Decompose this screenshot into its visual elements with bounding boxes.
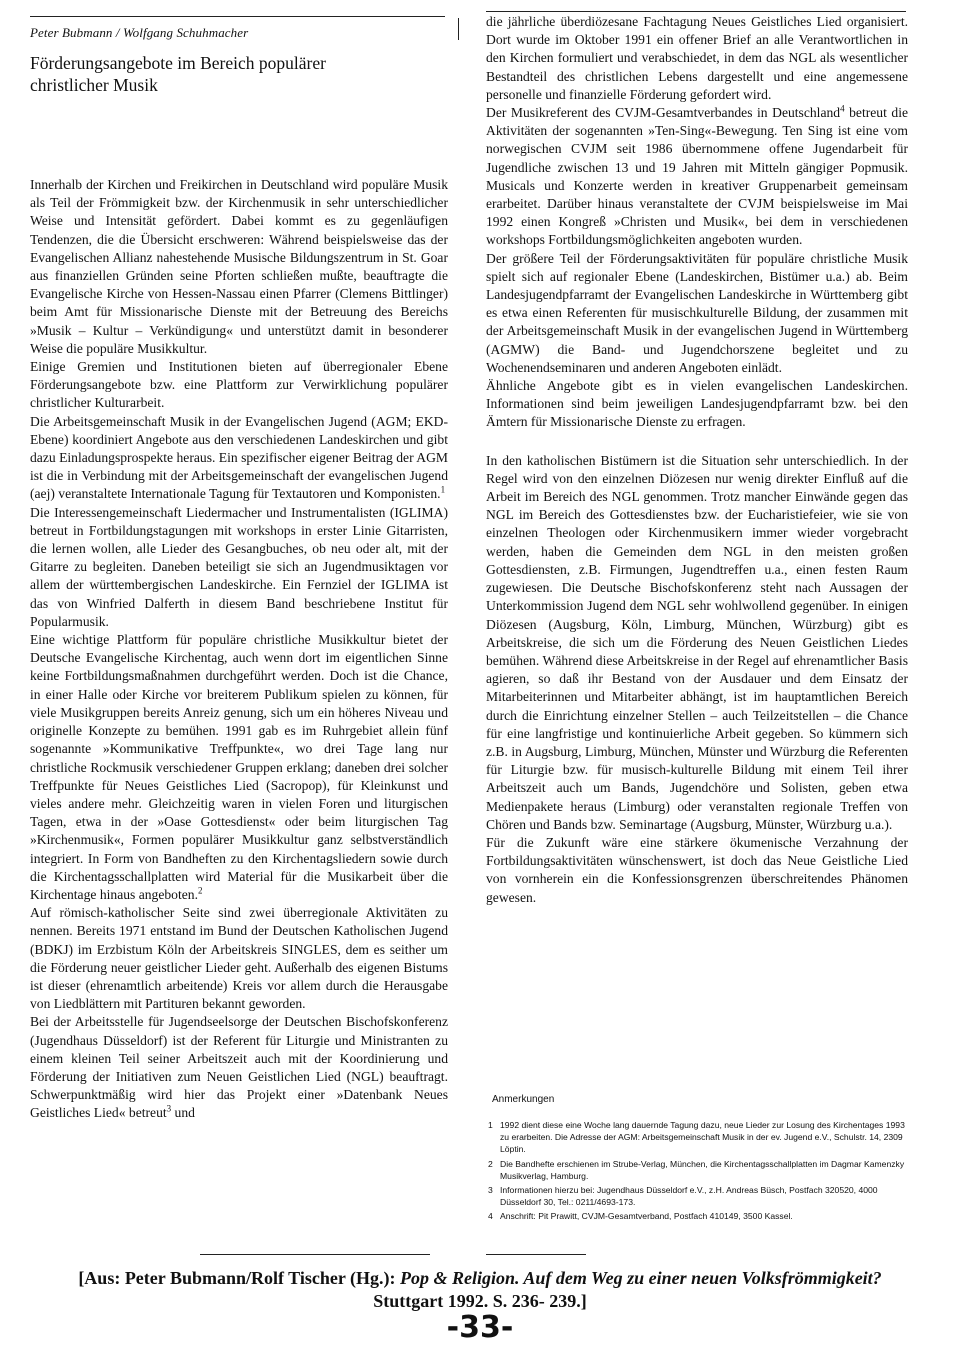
paragraph: Eine wichtige Plattform für populäre christliche Musikkultur bietet der Deutsche Evangelische Kirchentag, auch wenn dort im eigentlichen Sinne keine Fortbildungsmaßnahmen durchgeführt werden. Doch ist die Chance, in einer Halle oder Kirche vor breiterem Publikum spielen zu können, für viele Musikgruppen bereits Anreiz genung, sich um ein höheres Niveau und originelle Konzepte zu bemühen. 1991 gab es im Ruhrgebiet allein fünf sogenannte »Kommunikative Treffpunkte«, wo drei Tage lang nur christliche Rockmusik verschiedener Gruppen erklang; daneben drei solcher Treffpunkte für Neues Geistliches Lied (Sacropop), für Kleinkunst und vieles andere mehr. Gleichzeitig waren in vielen Foren und liturgischen Tagen, etwa in der »Oase Gottesdienst« oder beim liturgischen Tag »Kirchenmusik«, Formen populärer Musikkultur ganz selbstverständlich integriert. In Form von Bandheften zu den Kirchentagsliedern sowie durch die Kirchentagsschallplatten wird Material für die Musikarbeit über die Kirchentage hinaus angeboten.$^2$ bbox=[30, 632, 448, 902]
footnote-ref: 2 bbox=[197, 885, 203, 896]
paragraph: Innerhalb der Kirchen und Freikirchen in Deutschland wird populäre Musik als Teil der Frömmigkeit bzw. der Kirchenmusik in sehr unterschiedlicher Weise und Intensität gefördert. Dabei kommt es zu gegenläufigen Tendenzen, die die Übersicht erschweren: Während beispielsweise das der Evangelischen Allianz nahestehende Musische Bildungszentrum in St. Goar aus finanziellen Gründen seine Pforten schließen mußte, beauftragte die Evangelische Kirche von Hessen-Nassau einen Pfarrer (Clemens Bittlinger) beim Amt für Missionarische Dienste mit der Betreuung des Bereichs »Musik – Kultur – Verkündigung« und unterstützt damit in besonderer Weise die populäre Musikkultur. bbox=[30, 177, 448, 356]
article-title-line-1: Förderungsangebote im Bereich populärer bbox=[30, 53, 326, 73]
article-title bbox=[30, 52, 450, 96]
bottom-rule-left bbox=[200, 1254, 430, 1255]
paragraph: Auf römisch-katholischer Seite sind zwei überregionale Aktivitäten zu nennen. Bereits 1971 entstand im Bund der Deutschen Katholischen Jugend (BDKJ) im Erzbistum Köln der Arbeitskreis SINGLES, dem es seither um die Förderung neuer geistlicher Lieder geht. Außerhalb des eigenen Bistums ist dieser (ehrenamtlich arbeitende) Kreis vor allem durch die Herausgabe von Liedblättern mit Partituren bekannt geworden. bbox=[30, 905, 448, 1012]
paragraph: In den katholischen Bistümern ist die Situation sehr unterschiedlich. In der Regel wird von den einzelnen Diözesen nur wenig direkter Einfluß auf die Arbeit im Bereich des NGL genommen. Trotz mancher Einwände gegen das NGL im Bereich des Gottesdienstes bzw. der Eucharistiefeier, wie sie von einzelnen Theologen oder Kirchenmusikern immer wieder vorgebracht werden, haben die Gemeinden dem NGL in den meisten großen Gottesdiensten, z.B. Firmungen, Jugendtreffen u.a., einen festen Raum zugewiesen. Die Deutsche Bischofskonferenz steht nach Aussagen der Unterkommission Jugend dem NGL sehr wohlwollend gegenüber. In einigen Diözesen (Augsburg, Köln, Limburg, München, Würzburg) gibt es Arbeitskreise, die sich um die Förderung des Neuen Geistlichen Liedes bemühen. Während diese Arbeitskreise in der Regel auf ehrenamtlicher Basis agieren, so daß ihr Bestand von der Ausdauer und dem Einsatz der Mitarbeiterinnen und Mitarbeiter abhängt, ist im hauptamtlichen Bereich durch die Einrichtung einzelner Stellen – auch Teilzeitstellen – die Chance für eine langfristige und kontinuierliche Arbeit gegeben. So kümmern sich z.B. in Augsburg, Limburg, München, Münster und Würzburg die Referenten für Liturgie bzw. für musisch-kulturelle Bildung mit einem Teil ihrer Arbeitszeit auch um Bands, Jugendchöre und Solisten, geben etwa Medienpakete heraus (Limburg) oder veranstalten regionale Treffen von Chören und Bands bzw. Seminartage (Augsburg, Münster, Würzburg u.a.). bbox=[486, 452, 908, 832]
footnote bbox=[488, 1184, 908, 1208]
footnotes bbox=[488, 1094, 908, 1225]
column-divider-mark bbox=[458, 18, 459, 40]
bottom-rule-right bbox=[486, 1254, 586, 1255]
source-citation bbox=[60, 1267, 900, 1313]
paragraph: Einige Gremien und Institutionen bieten auf überregionaler Ebene Förderungsangebote bzw. eine Plattform zur Verwirklichung populärer christlicher Kulturarbeit. bbox=[30, 359, 448, 411]
footnote bbox=[488, 1158, 908, 1182]
footnote-text: Die Bandhefte erschienen im Strube-Verlag, München, die Kirchentagsschallplatten im Dagmar Kamenzky Musikverlag, Hamburg. bbox=[500, 1158, 905, 1181]
paragraph: Der größere Teil der Förderungsaktivitäten für populäre christliche Musik spielt sich auf regionaler Ebene (Landeskirchen, Bistümer u.a.) ab. Beim Landesjugendpfarramt der Evangelischen Landeskirche in Württemberg gibt es etwa einen Referenten für musischkulturelle Bildung, der zusammen mit der Arbeitsgemeinschaft Musik in der evangelischen Jugend in Württemberg (AGMW) die Band- und Jugendchorszene begleitet und zu Wochenendseminaren und anderen Angeboten einlädt. bbox=[486, 250, 908, 375]
footnote-ref: 4 bbox=[840, 103, 845, 114]
citation-suffix: Stuttgart 1992. S. 236- 239.] bbox=[373, 1291, 587, 1311]
footnote-text: Anschrift: Pit Prawitt, CVJM-Gesamtverband, Postfach 410149, 3500 Kassel. bbox=[500, 1211, 793, 1222]
paragraph: Der Musikreferent des CVJM-Gesamtverbandes in Deutschland$^4$ betreut die Aktivitäten der sogenannten »Ten-Sing«-Bewegung. Ten Sing ist eine vom norwegischen CVJM seit 1986 übernommene offene Jugendarbeit für Jugendliche zwischen 13 und 19 Jahren mit Mitteln gängiger Popmusik. Musicals und Konzerte werden in kreativer Gruppenarbeit gemeinsam erarbeitet. Darüber hinaus veranstaltete der CVJM beispielsweise im Mai 1992 einen Kongreß »Christen und Musik«, bei dem in verschiedenen workshops Fortbildungsmöglichkeiten angeboten wurden. bbox=[486, 103, 908, 248]
top-rule-left bbox=[30, 16, 445, 17]
footnote-text: Informationen hierzu bei: Jugendhaus Düsseldorf e.V., z.H. Andreas Büsch, Postfach 320520, 4000 Düsseldorf 30, Tel.: 0211/4693-173. bbox=[500, 1185, 878, 1208]
paragraph: die jährliche überdiözesane Fachtagung Neues Geistliches Lied organisiert. Dort wurde im Oktober 1991 ein offener Brief an alle Verantwortlichen in den Kirchen formuliert und verabschiedet, in dem das NGL als wesentlicher Bestandteil des christlichen Lebens dargestellt und eine angemessene personelle und finanzielle Förderung gefordert wird. bbox=[486, 14, 908, 102]
paragraph: Bei der Arbeitsstelle für Jugendseelsorge der Deutschen Bischofskonferenz (Jugendhaus Düsseldorf) ist der Referent für Liturgie und Ministranten zu einem kleinen Teil seiner Arbeitszeit auch mit der Koordinierung und Förderung der Initiativen zum Neuen Geistlichen Lied (NGL) beauftragt. Schwerpunktmäßig wird hier das Projekt einer »Datenbank Neues Geistliches Lied« betreut$^3$ und bbox=[30, 1014, 448, 1121]
footnote-number: 1 bbox=[488, 1120, 493, 1130]
page-number: -33- bbox=[446, 1310, 514, 1345]
left-column bbox=[30, 176, 448, 1123]
footnote-text: 1992 dient diese eine Woche lang dauernde Tagung dazu, neue Lieder zur Losung des Kirchentages 1993 zu erarbeiten. Die Adresse der AGM: Arbeitsgemeinschaft Musik in der ev. Jugend e.V., Schulstr. 14, 2309 Löptin. bbox=[500, 1120, 905, 1155]
article-title-line-2: christlicher Musik bbox=[30, 75, 158, 95]
paragraph: Für die Zukunft wäre eine stärkere ökumenische Verzahnung der Fortbildungsaktivitäten wünschenswert, ist doch das Neue Geistliche Lied von vornherein ein die Konfessionsgrenzen überschreitendes Phänomen gewesen. bbox=[486, 834, 908, 905]
footnote bbox=[488, 1119, 908, 1156]
footnote bbox=[488, 1210, 908, 1222]
paragraph: Die Arbeitsgemeinschaft Musik in der Evangelischen Jugend (AGM; EKD-Ebene) koordiniert Angebote aus den verschiedenen Landeskirchen und gibt dazu Einladungsprospekte heraus. Ein spezifischer eigener Beitrag der AGM ist die in Verbindung mit der Arbeitsgemeinschaft der evangelischen Jugend (aej) veranstaltete Internationale Tagung für Textautoren und Komponisten.$^1$ bbox=[30, 413, 448, 502]
paragraph: Ähnliche Angebote gibt es in vielen evangelischen Landeskirchen. Informationen sind beim jeweiligen Landesjugendpfarramt bzw. bei den Ämtern für Missionarische Dienste zu erfragen. bbox=[486, 378, 908, 430]
citation-prefix: [Aus: Peter Bubmann/Rolf Tischer (Hg.): bbox=[78, 1268, 400, 1288]
footnotes-heading: Anmerkungen bbox=[492, 1094, 555, 1105]
footnote-number: 4 bbox=[488, 1211, 493, 1222]
citation-book-title: Pop & Religion. Auf dem Weg zu einer neuen Volksfrömmigkeit? bbox=[399, 1268, 882, 1288]
footnote-number: 3 bbox=[488, 1185, 493, 1196]
right-column bbox=[486, 13, 908, 907]
footnote-ref: 3 bbox=[166, 1103, 172, 1114]
footnote-number: 2 bbox=[488, 1158, 493, 1169]
authors-line: Peter Bubmann / Wolfgang Schuhmacher bbox=[30, 25, 249, 40]
footnote-ref: 1 bbox=[440, 484, 446, 495]
top-rule-right bbox=[486, 11, 906, 12]
paragraph: Die Interessengemeinschaft Liedermacher und Instrumentalisten (IGLIMA) betreut in Fortbildungstagungen mit workshops in erster Linie Gitarristen, die lernen wollen, alle Lieder des Gesangbuches, ob neu oder alt, mit der Gitarre zu begleiten. Daneben beteiligt sie sich an Jugendmusiktagen vor allem der württembergischen Landeskirche. Ein Fernziel der IGLIMA ist das von Winfried Dalferth in diesem Band beschriebene Institut für Popularmusik. bbox=[30, 504, 448, 629]
